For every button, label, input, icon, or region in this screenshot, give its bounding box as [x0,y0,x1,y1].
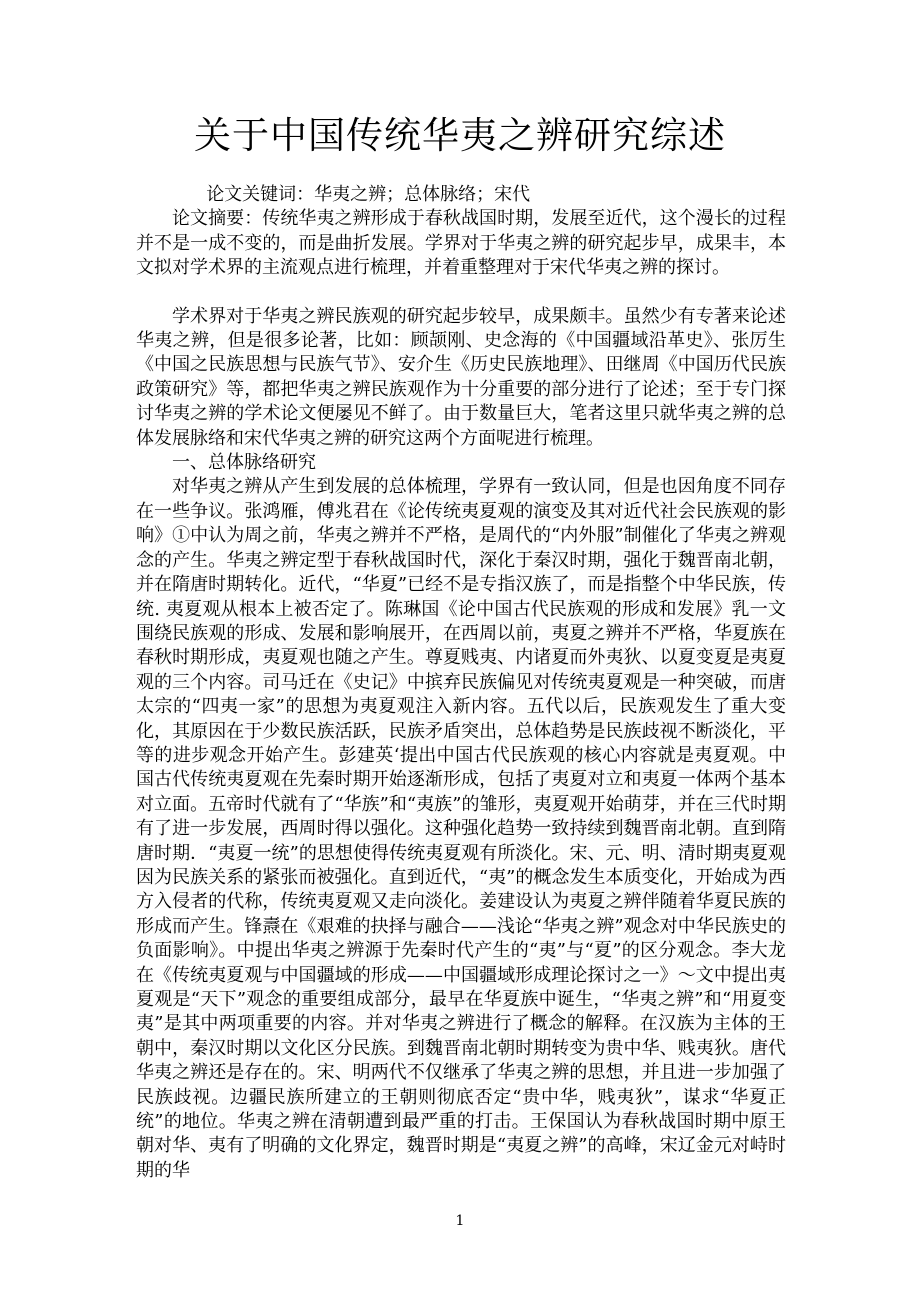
body-paragraph: 对华夷之辨从产生到发展的总体梳理，学界有一致认同，但是也因角度不同存在一些争议。张鸿雁，傅兆君在《论传统夷夏观的演变及其对近代社会民族观的影响》①中认为周之前，华夷之辨并不严格，是周代的“内外服”制催化了华夷之辨观念的产生。华夷之辨定型于春秋战国时代，深化于秦汉时期，强化于魏晋南北朝，并在隋唐时期转化。近代，“华夏”已经不是专指汉族了，而是指整个中华民族，传统. 夷夏观从根本上被否定了。陈琳国《论中国古代民族观的形成和发展》乳一文围绕民族观的形成、发展和影响展开，在西周以前，夷夏之辨并不严格，华夏族在春秋时期形成，夷夏观也随之产生。尊夏贱夷、内诸夏而外夷狄、以夏变夏是夷夏观的三个内容。司马迁在《史记》中摈弃民族偏见对传统夷夏观是一种突破，而唐太宗的“四夷一家”的思想为夷夏观注入新内容。五代以后，民族观发生了重大变化，其原因在于少数民族活跃，民族矛盾突出，总体趋势是民族歧视不断淡化，平等的进步观念开始产生。彭建英‘提出中国古代民族观的核心内容就是夷夏观。中国古代传统夷夏观在先秦时期开始逐渐形成，包括了夷夏对立和夷夏一体两个基本对立面。五帝时代就有了“华族”和“夷族”的雏形，夷夏观开始萌芽，并在三代时期有了进一步发展，西周时得以强化。这种强化趋势一致持续到魏晋南北朝。直到隋唐时期．“夷夏一统”的思想使得传统夷夏观有所淡化。宋、元、明、清时期夷夏观因为民族关系的紧张而被强化。直到近代，“夷”的概念发生本质变化，开始成为西方入侵者的代称，传统夷夏观又走向淡化。姜建设认为夷夏之辨伴随着华夏民族的形成而产生。锋燾在《艰难的抉择与融合——浅论“华夷之辨”观念对中华民族史的负面影响》。中提出华夷之辨源于先秦时代产生的“夷”与“夏”的区分观念。李大龙在《传统夷夏观与中国疆域的形成——中国疆域形成理论探讨之一》～文中提出夷夏观是“天下”观念的重要组成部分，最早在华夏族中诞生，“华夷之辨”和“用夏变夷”是其中两项重要的内容。并对华夷之辨进行了概念的解释。在汉族为主体的王朝中，秦汉时期以文化区分民族。到魏晋南北朝时期转变为贵中华、贱夷狄。唐代华夷之辨还是存在的。宋、明两代不仅继承了华夷之辨的思想，并且进一步加强了民族歧视。边疆民族所建立的王朝则彻底否定“贵中华，贱夷狄”，谋求“华夏正统”的地位。华夷之辨在清朝遭到最严重的打击。王保国认为春秋战国时期中原王朝对华、夷有了明确的文化界定，魏晋时期是“夷夏之辨”的高峰，宋辽金元对峙时期的华 [136,476,786,1181]
body-paragraph: 学术界对于华夷之辨民族观的研究起步较早，成果颇丰。虽然少有专著来论述华夷之辨，但是很多论著，比如：顾颉刚、史念海的《中国疆域沿革史》、张厉生《中国之民族思想与民族气节》、安介生《历史民族地理》、田继周《中国历代民族政策研究》等，都把华夷之辨民族观作为十分重要的部分进行了论述；至于专门探讨华夷之辨的学术论文便屡见不鲜了。由于数量巨大，笔者这里只就华夷之辨的总体发展脉络和宋代华夷之辨的研究这两个方面呢进行梳理。 [136,305,786,449]
document-body [136,183,786,1183]
abstract-paragraph: 论文摘要：传统华夷之辨形成于春秋战国时期，发展至近代，这个漫长的过程并不是一成不变的，而是曲折发展。学界对于华夷之辨的研究起步早，成果丰，本文拟对学术界的主流观点进行梳理，并着重整理对于宋代华夷之辨的探讨。 [136,208,786,279]
page-number: 1 [455,1213,465,1229]
section-heading: 一、总体脉络研究 [172,452,316,474]
paragraph-spacer [136,281,786,305]
page-title: 关于中国传统华夷之辨研究综述 [194,114,726,157]
keywords-line: 论文关键词：华夷之辨；总体脉络；宋代 [206,184,531,205]
